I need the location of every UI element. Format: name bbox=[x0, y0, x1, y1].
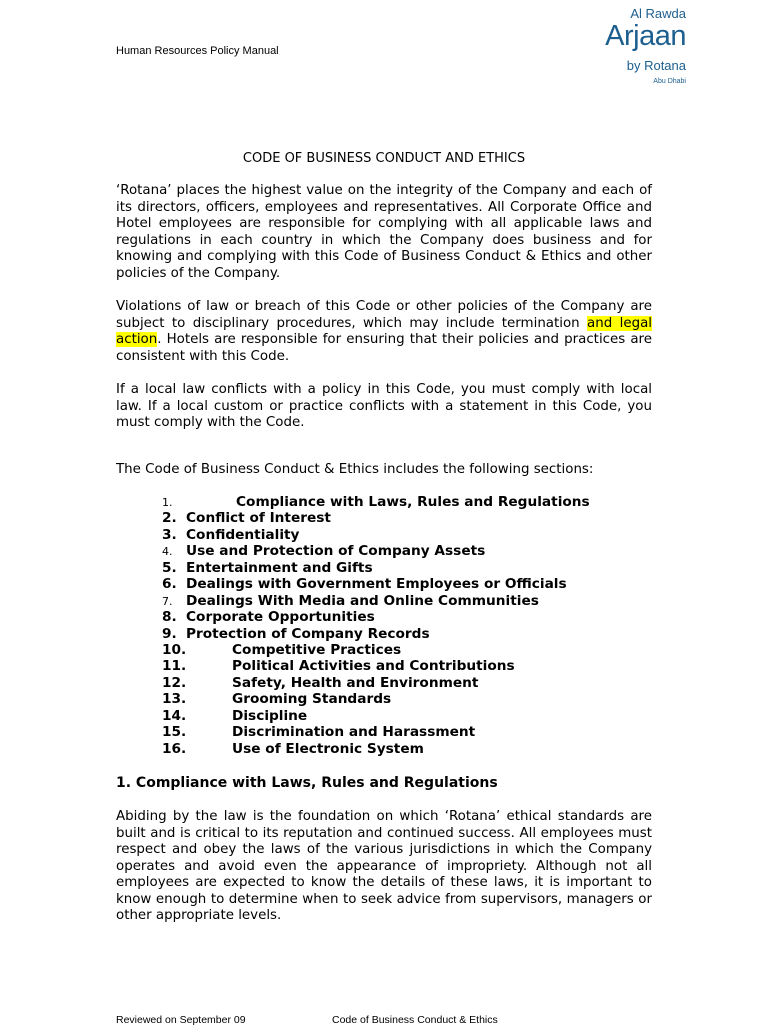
section-label: Compliance with Laws, Rules and Regulations bbox=[236, 494, 590, 510]
section-number: 2. bbox=[162, 510, 177, 527]
document-title: CODE OF BUSINESS CONDUCT AND ETHICS bbox=[242, 151, 526, 166]
section-label: Dealings With Media and Online Communities bbox=[186, 592, 539, 609]
section-label: Grooming Standards bbox=[232, 691, 392, 708]
section-item bbox=[162, 658, 590, 674]
section-number: 10. bbox=[162, 641, 187, 658]
rotana-logo bbox=[584, 6, 688, 90]
section-item bbox=[162, 576, 590, 592]
section-label: Political Activities and Contributions bbox=[232, 658, 515, 675]
section-item bbox=[162, 724, 590, 740]
section-label: Safety, Health and Environment bbox=[232, 674, 479, 691]
section-item bbox=[162, 494, 590, 510]
section-label: Use and Protection of Company Assets bbox=[186, 543, 486, 560]
section-item bbox=[162, 527, 590, 543]
section-number: 7. bbox=[162, 594, 173, 608]
section-label: Corporate Opportunities bbox=[186, 609, 375, 626]
section-item bbox=[162, 626, 590, 642]
section-number: 9. bbox=[162, 625, 177, 642]
section-number: 6. bbox=[162, 576, 177, 593]
section-item bbox=[162, 708, 590, 724]
section-number: 8. bbox=[162, 609, 177, 626]
highlighted-text: and legal action bbox=[116, 315, 652, 347]
section-label: Entertainment and Gifts bbox=[186, 559, 373, 576]
logo-line-3: by Rotana bbox=[626, 58, 686, 73]
sections-intro: The Code of Business Conduct & Ethics includes the following sections: bbox=[116, 462, 594, 477]
section-number: 11. bbox=[162, 658, 187, 675]
section-label: Protection of Company Records bbox=[186, 625, 430, 642]
section-1-heading: 1. Compliance with Laws, Rules and Regulations bbox=[116, 775, 498, 791]
footer-document-name: Code of Business Conduct & Ethics bbox=[332, 1014, 498, 1026]
section-number: 15. bbox=[162, 724, 187, 741]
section-item bbox=[162, 593, 590, 609]
violations-text-start: Violations of law or breach of this Code or other policies of the Company are subject to disciplinary procedures, which may include termination bbox=[116, 299, 652, 331]
section-label: Dealings with Government Employees or Officials bbox=[186, 576, 567, 593]
header-manual-title: Human Resources Policy Manual bbox=[116, 45, 279, 57]
section-label: Competitive Practices bbox=[232, 641, 402, 658]
section-item bbox=[162, 510, 590, 526]
section-label: Confidentiality bbox=[186, 526, 300, 543]
section-item bbox=[162, 691, 590, 707]
paragraph-violations bbox=[116, 299, 652, 365]
section-item bbox=[162, 642, 590, 658]
section-label: Conflict of Interest bbox=[186, 510, 331, 527]
section-number: 5. bbox=[162, 559, 177, 576]
logo-line-4: Abu Dhabi bbox=[653, 78, 686, 85]
section-number: 3. bbox=[162, 526, 177, 543]
section-1-body: Abiding by the law is the foundation on which ‘Rotana’ ethical standards are built and is critical to its reputation and continued success. All employees must respect and obey the laws of the various jurisdictions in which the Company operates and avoid even the appearance of impropriety. Although not all employees are expected to know the details of these laws, it is important to know enough to determine when to seek advice from supervisors, managers or other appropriate levels. bbox=[116, 809, 652, 923]
paragraph-integrity: ‘Rotana’ places the highest value on the integrity of the Company and each of its directors, officers, employees and representatives. All Corporate Office and Hotel employees are responsible for complying with all applicable laws and regulations in each country in which the Company does business and for knowing and complying with this Code of Business Conduct & Ethics and other policies of the Company. bbox=[116, 183, 652, 281]
section-number: 14. bbox=[162, 707, 187, 724]
section-item bbox=[162, 560, 590, 576]
section-number: 13. bbox=[162, 691, 187, 708]
footer-review-date: Reviewed on September 09 bbox=[116, 1014, 246, 1026]
section-item bbox=[162, 741, 590, 757]
logo-line-2: Arjaan bbox=[605, 20, 686, 52]
section-number: 16. bbox=[162, 740, 187, 757]
section-item bbox=[162, 543, 590, 559]
section-label: Use of Electronic System bbox=[232, 740, 424, 757]
sections-list bbox=[162, 494, 590, 757]
section-number: 4. bbox=[162, 545, 173, 559]
violations-text-end: . Hotels are responsible for ensuring that their policies and practices are consistent with this Code. bbox=[116, 332, 652, 364]
section-item bbox=[162, 675, 590, 691]
section-label: Discipline bbox=[232, 707, 308, 724]
logo-line-1: Al Rawda bbox=[630, 6, 686, 21]
section-label: Discrimination and Harassment bbox=[232, 724, 476, 741]
section-item bbox=[162, 609, 590, 625]
paragraph-local-law: If a local law conflicts with a policy in this Code, you must comply with local law. If a local custom or practice conflicts with a statement in this Code, you must comply with the Code. bbox=[116, 382, 652, 430]
section-number: 1. bbox=[162, 496, 173, 509]
section-number: 12. bbox=[162, 674, 187, 691]
